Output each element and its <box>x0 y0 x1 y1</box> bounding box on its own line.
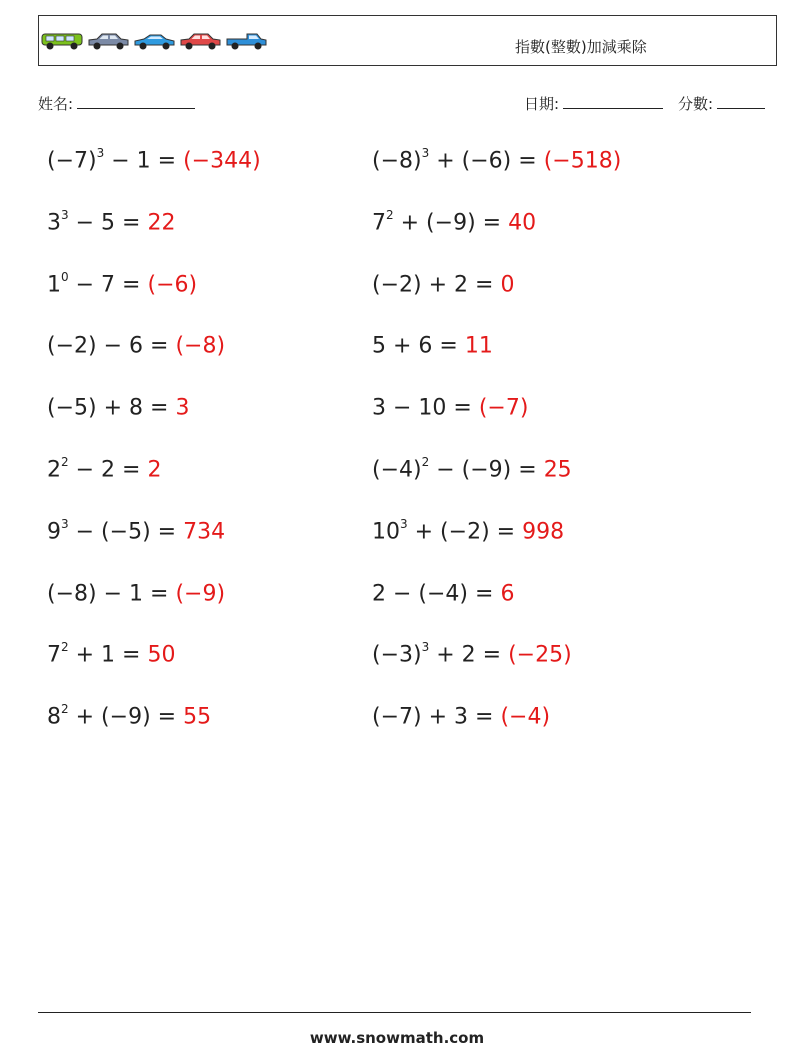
problem-answer: (−518) <box>543 148 622 174</box>
problem-operation: − (−9) = <box>429 457 544 483</box>
problem-base: 3 <box>47 210 61 236</box>
problem-answer: (−25) <box>508 642 572 668</box>
problem-exponent: 2 <box>61 640 69 654</box>
problem-base: (−4) <box>372 457 422 483</box>
problem-exponent: 2 <box>61 702 69 716</box>
problem-answer: 11 <box>464 333 493 359</box>
footer-url: www.snowmath.com <box>309 1029 485 1047</box>
problem-exponent: 3 <box>400 517 408 531</box>
blue-pickup-icon <box>225 31 268 51</box>
problem-operation: + (−6) = <box>429 148 544 174</box>
problem-item <box>372 581 514 606</box>
problem-item <box>47 333 225 358</box>
problem-item <box>47 272 197 297</box>
problem-base: 3 − 10 = <box>372 395 479 421</box>
problem-exponent: 3 <box>421 146 430 160</box>
problem-exponent: 3 <box>421 640 430 654</box>
problem-operation: + (−9) = <box>68 704 184 730</box>
problem-base: 9 <box>47 519 61 545</box>
problem-base: (−7) + 3 = <box>372 704 501 730</box>
problem-base: 7 <box>372 210 386 236</box>
red-sedan-icon <box>179 31 222 51</box>
problem-operation: + (−9) = <box>393 210 509 236</box>
problem-operation: + 2 = <box>429 642 509 668</box>
problem-base: 10 <box>372 519 400 545</box>
score-label: 分數: <box>678 95 714 113</box>
problem-item <box>47 704 211 729</box>
problem-exponent: 2 <box>421 455 430 469</box>
problem-base: (−3) <box>372 642 422 668</box>
problem-base: 8 <box>47 704 61 730</box>
car-icons <box>41 31 268 51</box>
problem-exponent: 3 <box>61 208 69 222</box>
problem-base: 5 + 6 = <box>372 333 465 359</box>
problem-base: 1 <box>47 272 61 298</box>
problem-base: (−8) − 1 = <box>47 581 176 607</box>
problem-exponent: 3 <box>96 146 105 160</box>
problem-base: (−2) − 6 = <box>47 333 176 359</box>
problem-exponent: 3 <box>61 517 69 531</box>
problem-item <box>47 148 261 173</box>
name-field <box>38 93 195 114</box>
problem-item <box>372 519 564 544</box>
problem-answer: 55 <box>183 704 212 730</box>
problem-answer: (−4) <box>500 704 551 730</box>
problem-answer: (−344) <box>183 148 261 174</box>
worksheet-header <box>38 15 777 66</box>
problem-answer: (−8) <box>175 333 226 359</box>
score-field <box>678 93 765 114</box>
problem-operation: − 1 = <box>104 148 184 174</box>
problem-item <box>47 642 175 667</box>
problem-base: (−5) + 8 = <box>47 395 176 421</box>
problem-answer: 2 <box>147 457 162 483</box>
date-blank-line[interactable] <box>563 94 663 109</box>
problem-base: (−2) + 2 = <box>372 272 501 298</box>
footer-divider <box>38 1012 751 1013</box>
name-label: 姓名: <box>38 95 74 113</box>
problem-answer: (−6) <box>147 272 198 298</box>
date-field <box>524 93 663 114</box>
problem-answer: (−7) <box>478 395 529 421</box>
problem-item <box>47 519 225 544</box>
problem-answer: 0 <box>500 272 515 298</box>
problem-item <box>47 395 189 420</box>
problem-base: 7 <box>47 642 61 668</box>
problem-item <box>372 642 572 667</box>
problem-item <box>47 581 225 606</box>
problem-answer: 40 <box>508 210 537 236</box>
problem-exponent: 2 <box>386 208 394 222</box>
problem-item <box>47 457 161 482</box>
score-blank-line[interactable] <box>717 94 765 109</box>
problem-answer: 6 <box>500 581 515 607</box>
problem-operation: + 1 = <box>68 642 148 668</box>
problem-base: 2 − (−4) = <box>372 581 501 607</box>
problem-item <box>372 148 621 173</box>
problem-base: (−7) <box>47 148 97 174</box>
name-blank-line[interactable] <box>77 94 195 109</box>
problem-item <box>372 395 528 420</box>
problem-item <box>372 457 572 482</box>
problem-answer: 3 <box>175 395 190 421</box>
problem-answer: 50 <box>147 642 176 668</box>
problem-item <box>372 333 493 358</box>
worksheet-title: 指數(整數)加減乘除 <box>515 38 647 56</box>
problem-answer: 734 <box>183 519 226 545</box>
problem-item <box>372 272 514 297</box>
problem-answer: (−9) <box>175 581 226 607</box>
problem-item <box>47 210 175 235</box>
problem-answer: 25 <box>543 457 572 483</box>
problem-operation: − 5 = <box>68 210 148 236</box>
problem-operation: − 2 = <box>68 457 148 483</box>
problem-operation: + (−2) = <box>407 519 523 545</box>
gray-sedan-icon <box>87 31 130 51</box>
problem-item <box>372 210 536 235</box>
problem-exponent: 0 <box>61 270 69 284</box>
green-van-icon <box>41 31 84 51</box>
problem-answer: 22 <box>147 210 176 236</box>
date-label: 日期: <box>524 95 560 113</box>
problem-base: (−8) <box>372 148 422 174</box>
problem-answer: 998 <box>522 519 565 545</box>
problem-base: 2 <box>47 457 61 483</box>
problem-item <box>372 704 550 729</box>
problem-operation: − (−5) = <box>68 519 184 545</box>
problem-exponent: 2 <box>61 455 69 469</box>
blue-coupe-icon <box>133 31 176 51</box>
problem-operation: − 7 = <box>68 272 148 298</box>
